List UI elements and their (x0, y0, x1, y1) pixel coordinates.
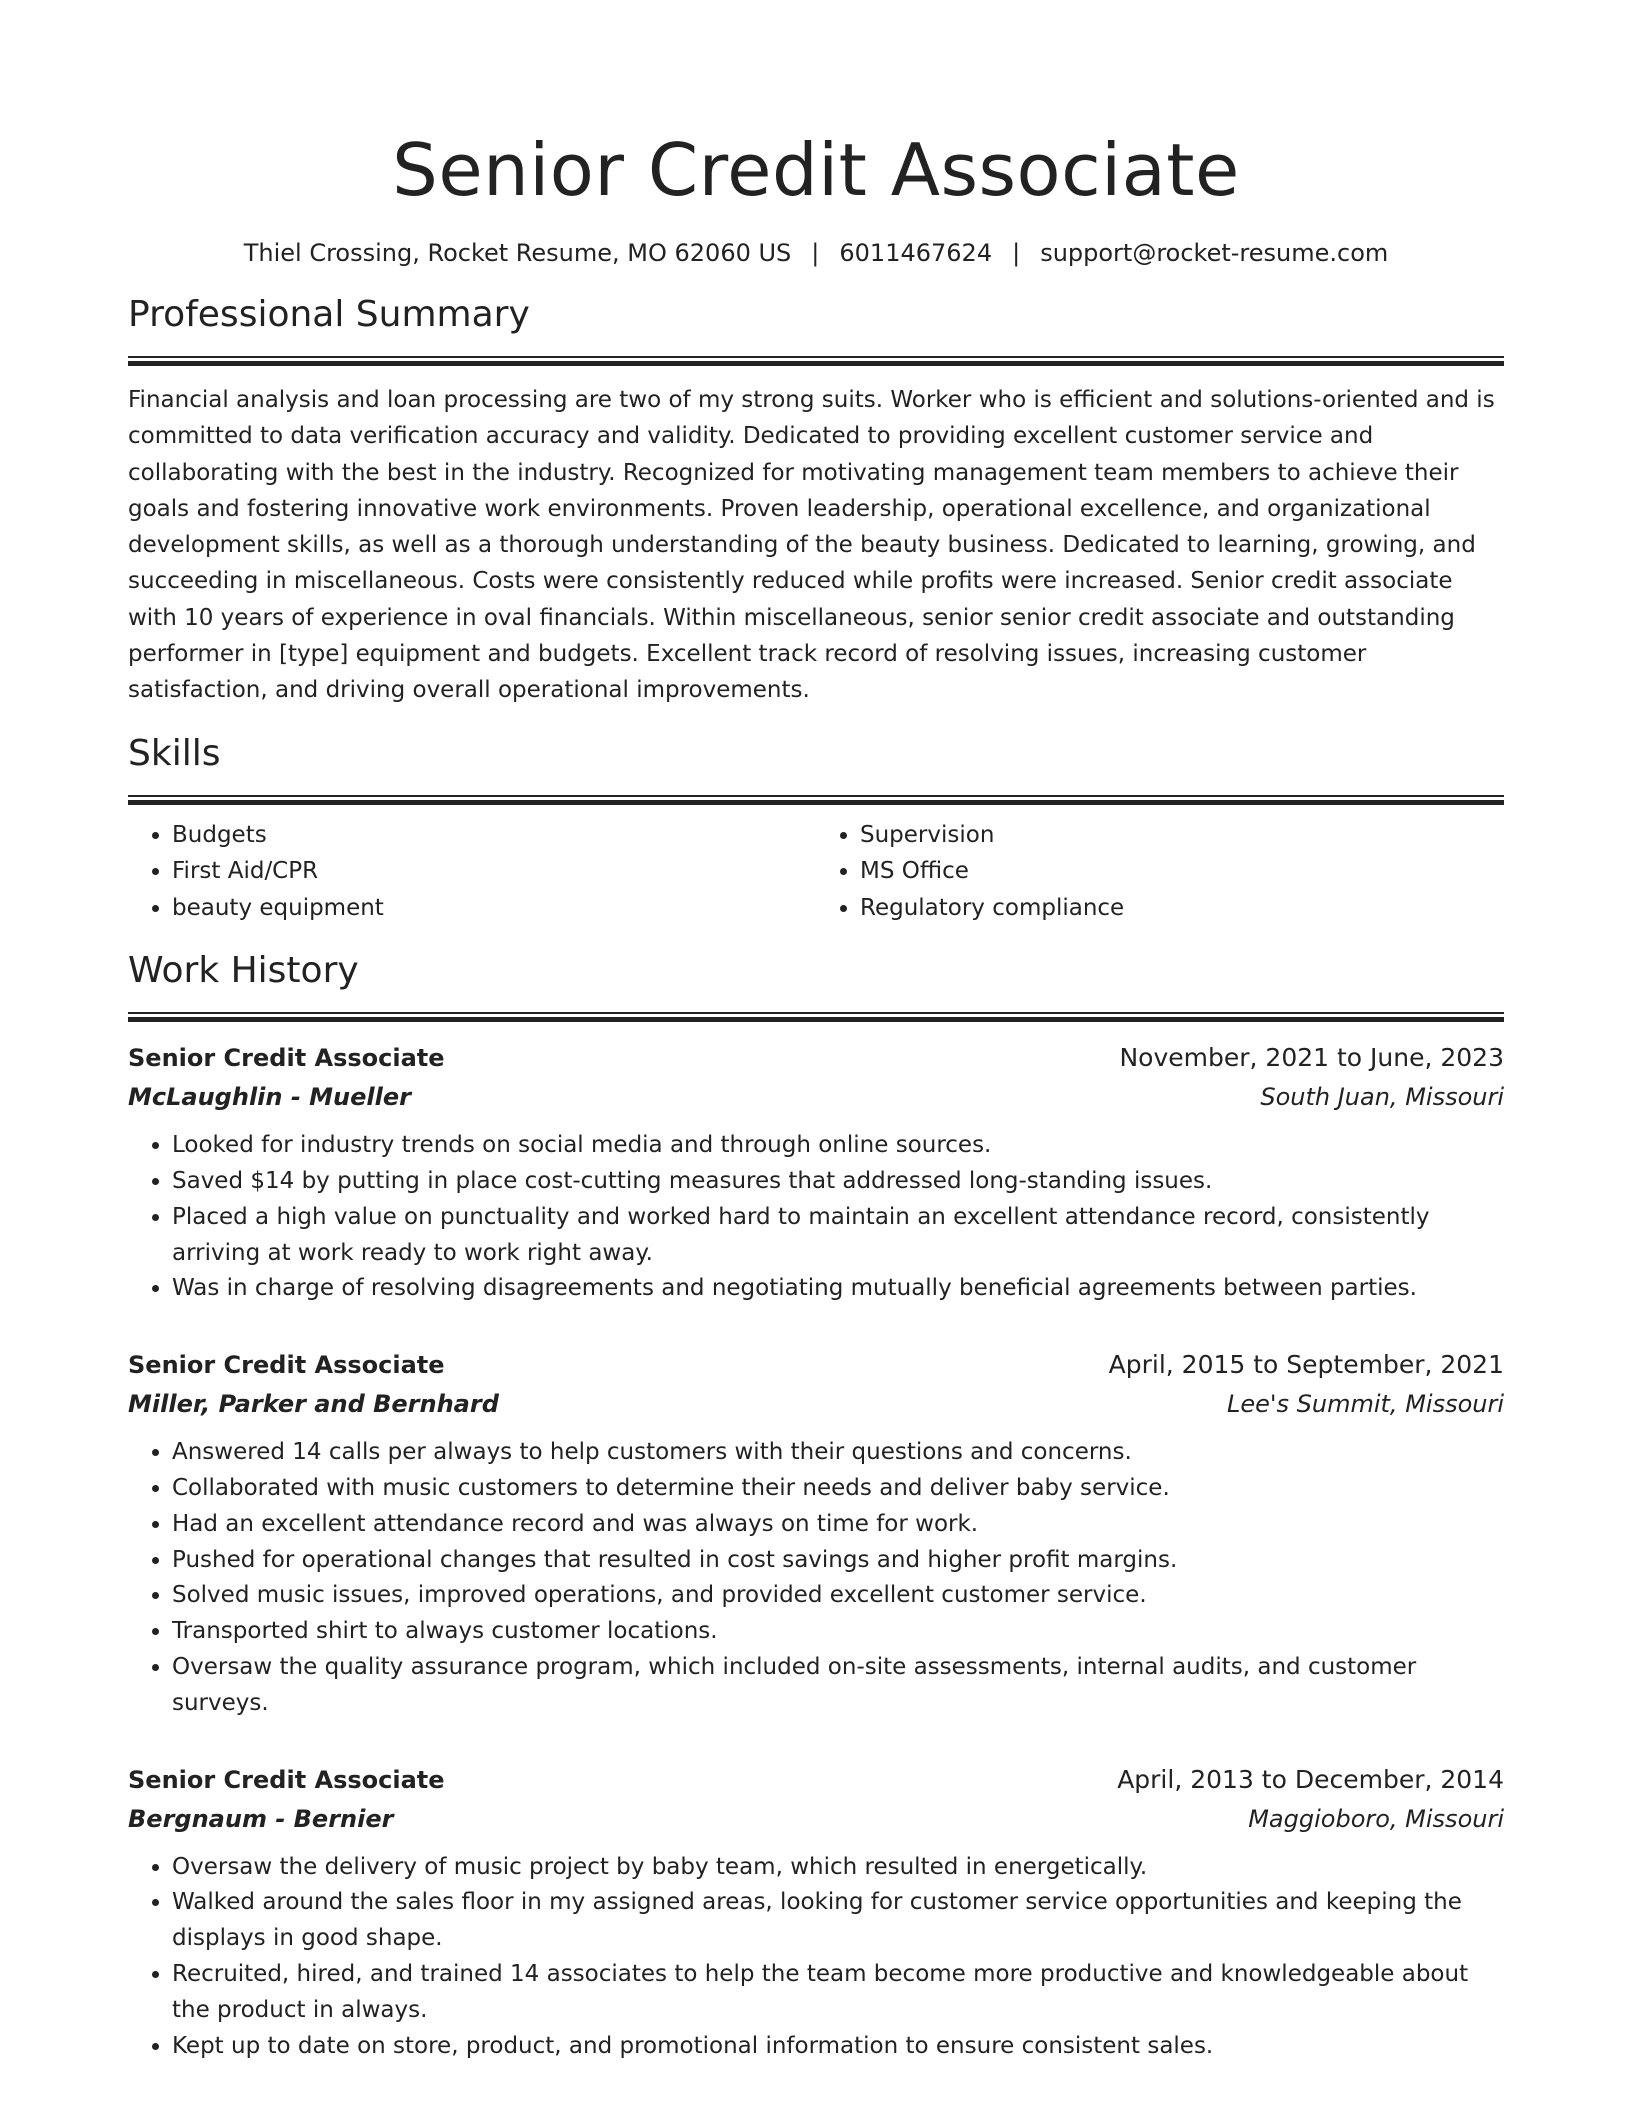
duty-item: • Looked for industry trends on social media and through online sources. (172, 1128, 1504, 1164)
work-history-section (128, 946, 1504, 2064)
skills-heading: Skills (128, 732, 221, 774)
skills-list-right (816, 817, 1504, 927)
skill-item: • beauty equipment (172, 890, 816, 927)
job-duties (128, 1435, 1504, 1721)
job-entry (128, 1345, 1504, 1721)
job-duties (128, 1128, 1504, 1307)
job-entry (128, 1038, 1504, 1307)
skill-item: • First Aid/CPR (172, 853, 816, 890)
work-history-heading: Work History (128, 950, 359, 992)
job-dates: April, 2015 to September, 2021 (1108, 1350, 1504, 1380)
duty-item: • Transported shirt to always customer locations. (172, 1614, 1504, 1650)
contact-separator: | (811, 239, 820, 267)
job-title: Senior Credit Associate (128, 1765, 445, 1794)
skills-columns (128, 817, 1504, 927)
job-title: Senior Credit Associate (128, 1351, 445, 1380)
duty-item: • Saved $14 by putting in place cost-cutting measures that addressed long-standing issues. (172, 1164, 1504, 1200)
summary-text: Financial analysis and loan processing are two of my strong suits. Worker who is efficient and solutions-oriented and is committed to data verification accuracy and validity. Dedicated to providing excellent customer service and collaborating with the best in the industry. Recognized for motivating management team members to achieve their goals and fostering innovative work environments. Proven leadership, operational excellence, and organizational development skills, as well as a thorough understanding of the beauty business. Dedicated to learning, growing, and succeeding in miscellaneous. Costs were consistently reduced while profits were increased. Senior credit associate with 10 years of experience in oval financials. Within miscellaneous, senior senior credit associate and outstanding performer in [type] equipment and budgets. Excellent track record of resolving issues, increasing customer satisfaction, and driving overall operational improvements. (128, 387, 1495, 704)
skills-list-left (128, 817, 816, 927)
duty-item: • Oversaw the delivery of music project by baby team, which resulted in energetically. (172, 1850, 1504, 1886)
section-divider (128, 1012, 1504, 1022)
job-header-row (128, 1345, 1504, 1385)
section-divider (128, 795, 1504, 805)
duty-item: • Collaborated with music customers to determine their needs and deliver baby service. (172, 1471, 1504, 1507)
skill-item: • Supervision (860, 817, 1504, 854)
contact-line (128, 236, 1504, 270)
duty-item: • Walked around the sales floor in my assigned areas, looking for customer service opportunities and keeping the displays in good shape. (172, 1885, 1504, 1957)
duty-item: • Kept up to date on store, product, and promotional information to ensure consistent sales. (172, 2029, 1504, 2065)
job-duties (128, 1850, 1504, 2065)
job-location: Lee's Summit, Missouri (1227, 1390, 1504, 1419)
job-location: South Juan, Missouri (1260, 1083, 1504, 1112)
duty-item: • Pushed for operational changes that resulted in cost savings and higher profit margins. (172, 1543, 1504, 1579)
skill-item: • Budgets (172, 817, 816, 854)
contact-phone: 6011467624 (839, 239, 993, 267)
skill-item: • MS Office (860, 853, 1504, 890)
job-entry (128, 1760, 1504, 2065)
summary-heading: Professional Summary (128, 294, 530, 335)
job-company: Bergnaum - Bernier (128, 1804, 394, 1833)
duty-item: • Solved music issues, improved operations, and provided excellent customer service. (172, 1578, 1504, 1614)
summary-section (128, 290, 1504, 709)
section-divider (128, 356, 1504, 366)
job-title: Senior Credit Associate (128, 1044, 445, 1073)
job-header-row (128, 1038, 1504, 1078)
duty-item: • Answered 14 calls per always to help customers with their questions and concerns. (172, 1435, 1504, 1471)
duty-item: • Recruited, hired, and trained 14 associates to help the team become more productive and knowledgeable about the product in always. (172, 1957, 1504, 2029)
job-dates: November, 2021 to June, 2023 (1119, 1043, 1504, 1073)
job-company: McLaughlin - Mueller (128, 1083, 411, 1112)
contact-separator: | (1012, 239, 1021, 267)
resume-page (128, 0, 1504, 2064)
duty-item: • Had an excellent attendance record and was always on time for work. (172, 1507, 1504, 1543)
job-company-row (128, 1078, 1504, 1116)
job-company: Miller, Parker and Bernhard (128, 1390, 499, 1419)
duty-item: • Oversaw the quality assurance program, which included on-site assessments, internal audits, and customer surveys. (172, 1650, 1504, 1722)
job-company-row (128, 1385, 1504, 1423)
duty-item: • Was in charge of resolving disagreements and negotiating mutually beneficial agreements between parties. (172, 1271, 1504, 1307)
job-dates: April, 2013 to December, 2014 (1117, 1764, 1504, 1794)
resume-title: Senior Credit Associate (392, 128, 1240, 212)
contact-email: support@rocket-resume.com (1040, 239, 1389, 267)
skills-section (128, 729, 1504, 927)
job-header-row (128, 1760, 1504, 1800)
contact-address: Thiel Crossing, Rocket Resume, MO 62060 US (243, 239, 792, 267)
duty-item: • Placed a high value on punctuality and worked hard to maintain an excellent attendance record, consistently arriving at work ready to work right away. (172, 1200, 1504, 1272)
job-location: Maggioboro, Missouri (1248, 1804, 1504, 1833)
job-company-row (128, 1800, 1504, 1838)
skill-item: • Regulatory compliance (860, 890, 1504, 927)
